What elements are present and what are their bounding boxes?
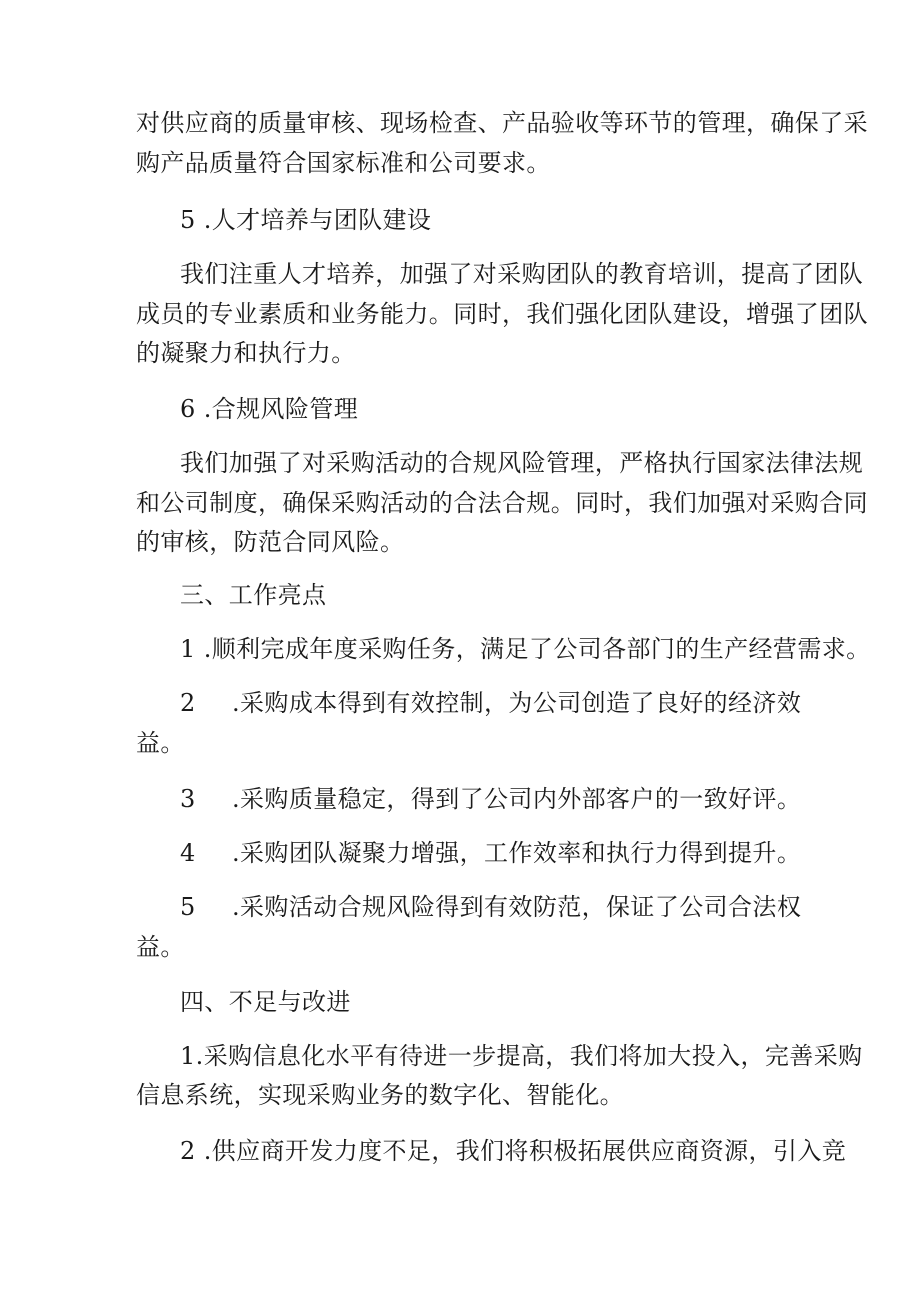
highlight-item-2-continuation: 益。 <box>136 729 185 757</box>
paragraph-line: 购产品质量符合国家标准和公司要求。 <box>136 149 551 177</box>
highlight-item-2 <box>180 686 801 720</box>
paragraph-line: 和公司制度，确保采购活动的合法合规。同时，我们加强对采购合同 <box>136 489 868 517</box>
highlight-item-1: 1 .顺利完成年度采购任务，满足了公司各部门的生产经营需求。 <box>180 635 871 663</box>
paragraph-line: 我们注重人才培养，加强了对采购团队的教育培训，提高了团队 <box>180 260 864 288</box>
highlight-item-4 <box>180 836 801 870</box>
section-heading-5: 5 .人才培养与团队建设 <box>180 206 432 234</box>
section-heading-3: 三、工作亮点 <box>180 581 327 609</box>
paragraph-line: 成员的专业素质和业务能力。同时，我们强化团队建设，增强了团队 <box>136 300 868 328</box>
item-number: 2 <box>180 689 196 717</box>
item-text: .采购活动合规风险得到有效防范，保证了公司合法权 <box>232 893 802 921</box>
item-text: .采购成本得到有效控制，为公司创造了良好的经济效 <box>232 689 802 717</box>
highlight-item-5-continuation: 益。 <box>136 933 185 961</box>
item-number: 3 <box>180 785 196 813</box>
improvement-item-1-continuation: 信息系统，实现采购业务的数字化、智能化。 <box>136 1081 624 1109</box>
improvement-item-2: 2 .供应商开发力度不足，我们将积极拓展供应商资源，引入竞 <box>180 1137 847 1165</box>
item-text: .采购团队凝聚力增强，工作效率和执行力得到提升。 <box>232 839 802 867</box>
paragraph-line: 的凝聚力和执行力。 <box>136 339 356 367</box>
highlight-item-5 <box>180 890 801 924</box>
section-heading-4: 四、不足与改进 <box>180 988 351 1016</box>
item-text: .采购质量稳定，得到了公司内外部客户的一致好评。 <box>232 785 802 813</box>
paragraph-line: 我们加强了对采购活动的合规风险管理，严格执行国家法律法规 <box>180 449 864 477</box>
item-number: 5 <box>180 893 196 921</box>
item-number: 4 <box>180 839 196 867</box>
section-heading-6: 6 .合规风险管理 <box>180 395 359 423</box>
paragraph-line: 对供应商的质量审核、现场检查、产品验收等环节的管理，确保了采 <box>136 109 868 137</box>
improvement-item-1: 1.采购信息化水平有待进一步提高，我们将加大投入，完善采购 <box>180 1042 863 1070</box>
paragraph-line: 的审核，防范合同风险。 <box>136 528 405 556</box>
highlight-item-3 <box>180 782 801 816</box>
